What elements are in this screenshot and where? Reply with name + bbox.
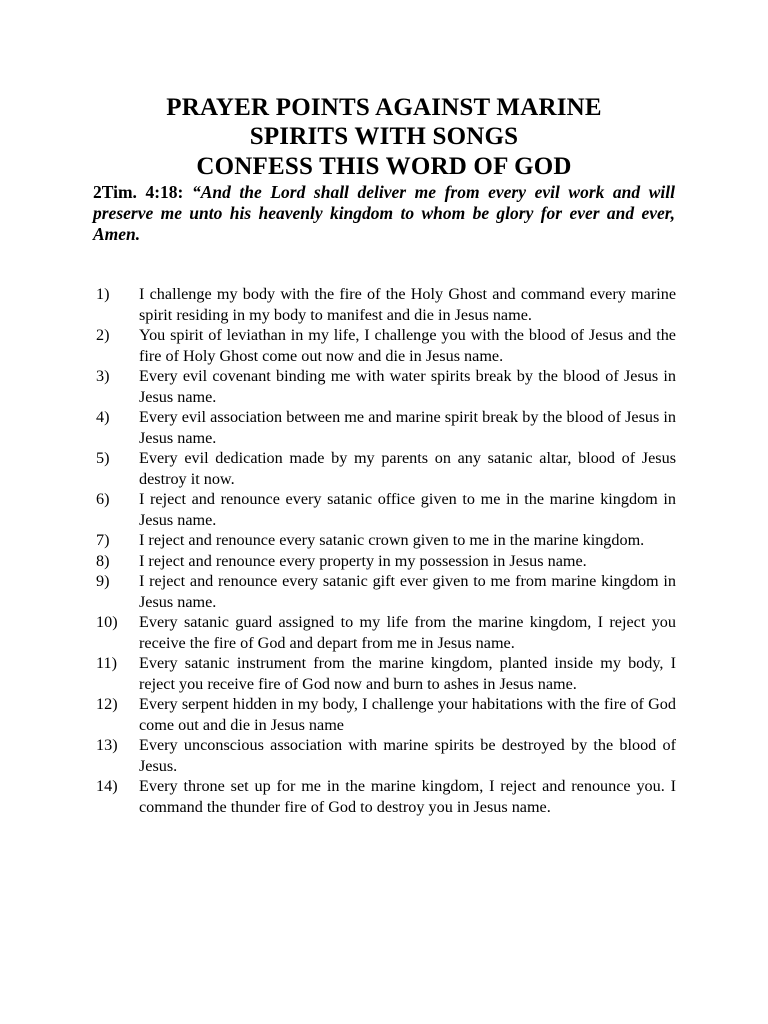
list-item: [96, 735, 676, 776]
list-item-number: 12): [96, 695, 118, 713]
list-item-number: 6): [96, 490, 110, 508]
list-item-number: 4): [96, 408, 110, 426]
list-item: [96, 694, 676, 735]
list-item: [96, 284, 676, 325]
list-item-text: Every evil covenant binding me with water spirits break by the blood of Jesus in Jesus name.: [139, 367, 676, 406]
list-item: [96, 489, 676, 530]
list-item: [96, 448, 676, 489]
list-item-text: Every satanic instrument from the marine kingdom, planted inside my body, I reject you receive fire of God now and burn to ashes in Jesus name.: [139, 654, 676, 693]
list-item-number: 11): [96, 654, 117, 672]
list-item: [96, 612, 676, 653]
list-item-text: I reject and renounce every property in my possession in Jesus name.: [139, 551, 587, 570]
list-item-text: Every serpent hidden in my body, I challenge your habitations with the fire of God come out and die in Jesus name: [139, 695, 676, 734]
list-item: [96, 653, 676, 694]
list-item-text: I reject and renounce every satanic gift ever given to me from marine kingdom in Jesus name.: [139, 572, 676, 611]
scripture-quote: [93, 182, 675, 245]
list-item-text: I reject and renounce every satanic crown given to me in the marine kingdom.: [139, 531, 645, 549]
list-item-number: 7): [96, 531, 110, 549]
list-item-text: I challenge my body with the fire of the Holy Ghost and command every marine spirit residing in my body to manifest and die in Jesus name.: [139, 285, 676, 324]
list-item-number: 1): [96, 285, 110, 303]
list-item-number: 2): [96, 326, 110, 344]
list-item-number: 3): [96, 367, 110, 385]
list-item-number: 14): [96, 777, 118, 795]
list-item: [96, 551, 676, 572]
list-item-text: Every throne set up for me in the marine kingdom, I reject and renounce you. I command the thunder fire of God to destroy you in Jesus name.: [139, 777, 676, 816]
list-item-text: Every satanic guard assigned to my life from the marine kingdom, I reject you receive the fire of God and depart from me in Jesus name.: [139, 613, 676, 652]
page-title-line-2: SPIRITS WITH SONGS: [249, 123, 519, 150]
list-item: [96, 325, 676, 366]
list-item-text: Every unconscious association with marine spirits be destroyed by the blood of Jesus.: [139, 736, 676, 775]
list-item-text: Every evil dedication made by my parents on any satanic altar, blood of Jesus destroy it now.: [139, 449, 676, 488]
prayer-points-list: [96, 284, 676, 817]
list-item: [96, 571, 676, 612]
page-subtitle: CONFESS THIS WORD OF GOD: [196, 153, 572, 180]
list-item-number: 8): [96, 551, 110, 570]
list-item-number: 5): [96, 449, 110, 467]
list-item-number: 13): [96, 736, 118, 754]
list-item-text: You spirit of leviathan in my life, I challenge you with the blood of Jesus and the fire of Holy Ghost come out now and die in Jesus name.: [139, 326, 676, 365]
list-item: [96, 530, 676, 551]
scripture-reference: 2Tim. 4:18:: [93, 182, 192, 202]
list-item-text: Every evil association between me and marine spirit break by the blood of Jesus in Jesus name.: [139, 408, 676, 447]
page-title-line-1: PRAYER POINTS AGAINST MARINE: [166, 94, 602, 121]
list-item: [96, 407, 676, 448]
list-item: [96, 776, 676, 817]
list-item-text: I reject and renounce every satanic office given to me in the marine kingdom in Jesus name.: [139, 490, 676, 529]
list-item: [96, 366, 676, 407]
scripture-text: “And the Lord shall deliver me from every evil work and will preserve me unto his heavenly kingdom to whom be glory for ever and ever, Amen.: [93, 182, 675, 244]
list-item-number: 10): [96, 613, 118, 631]
list-item-number: 9): [96, 572, 110, 590]
